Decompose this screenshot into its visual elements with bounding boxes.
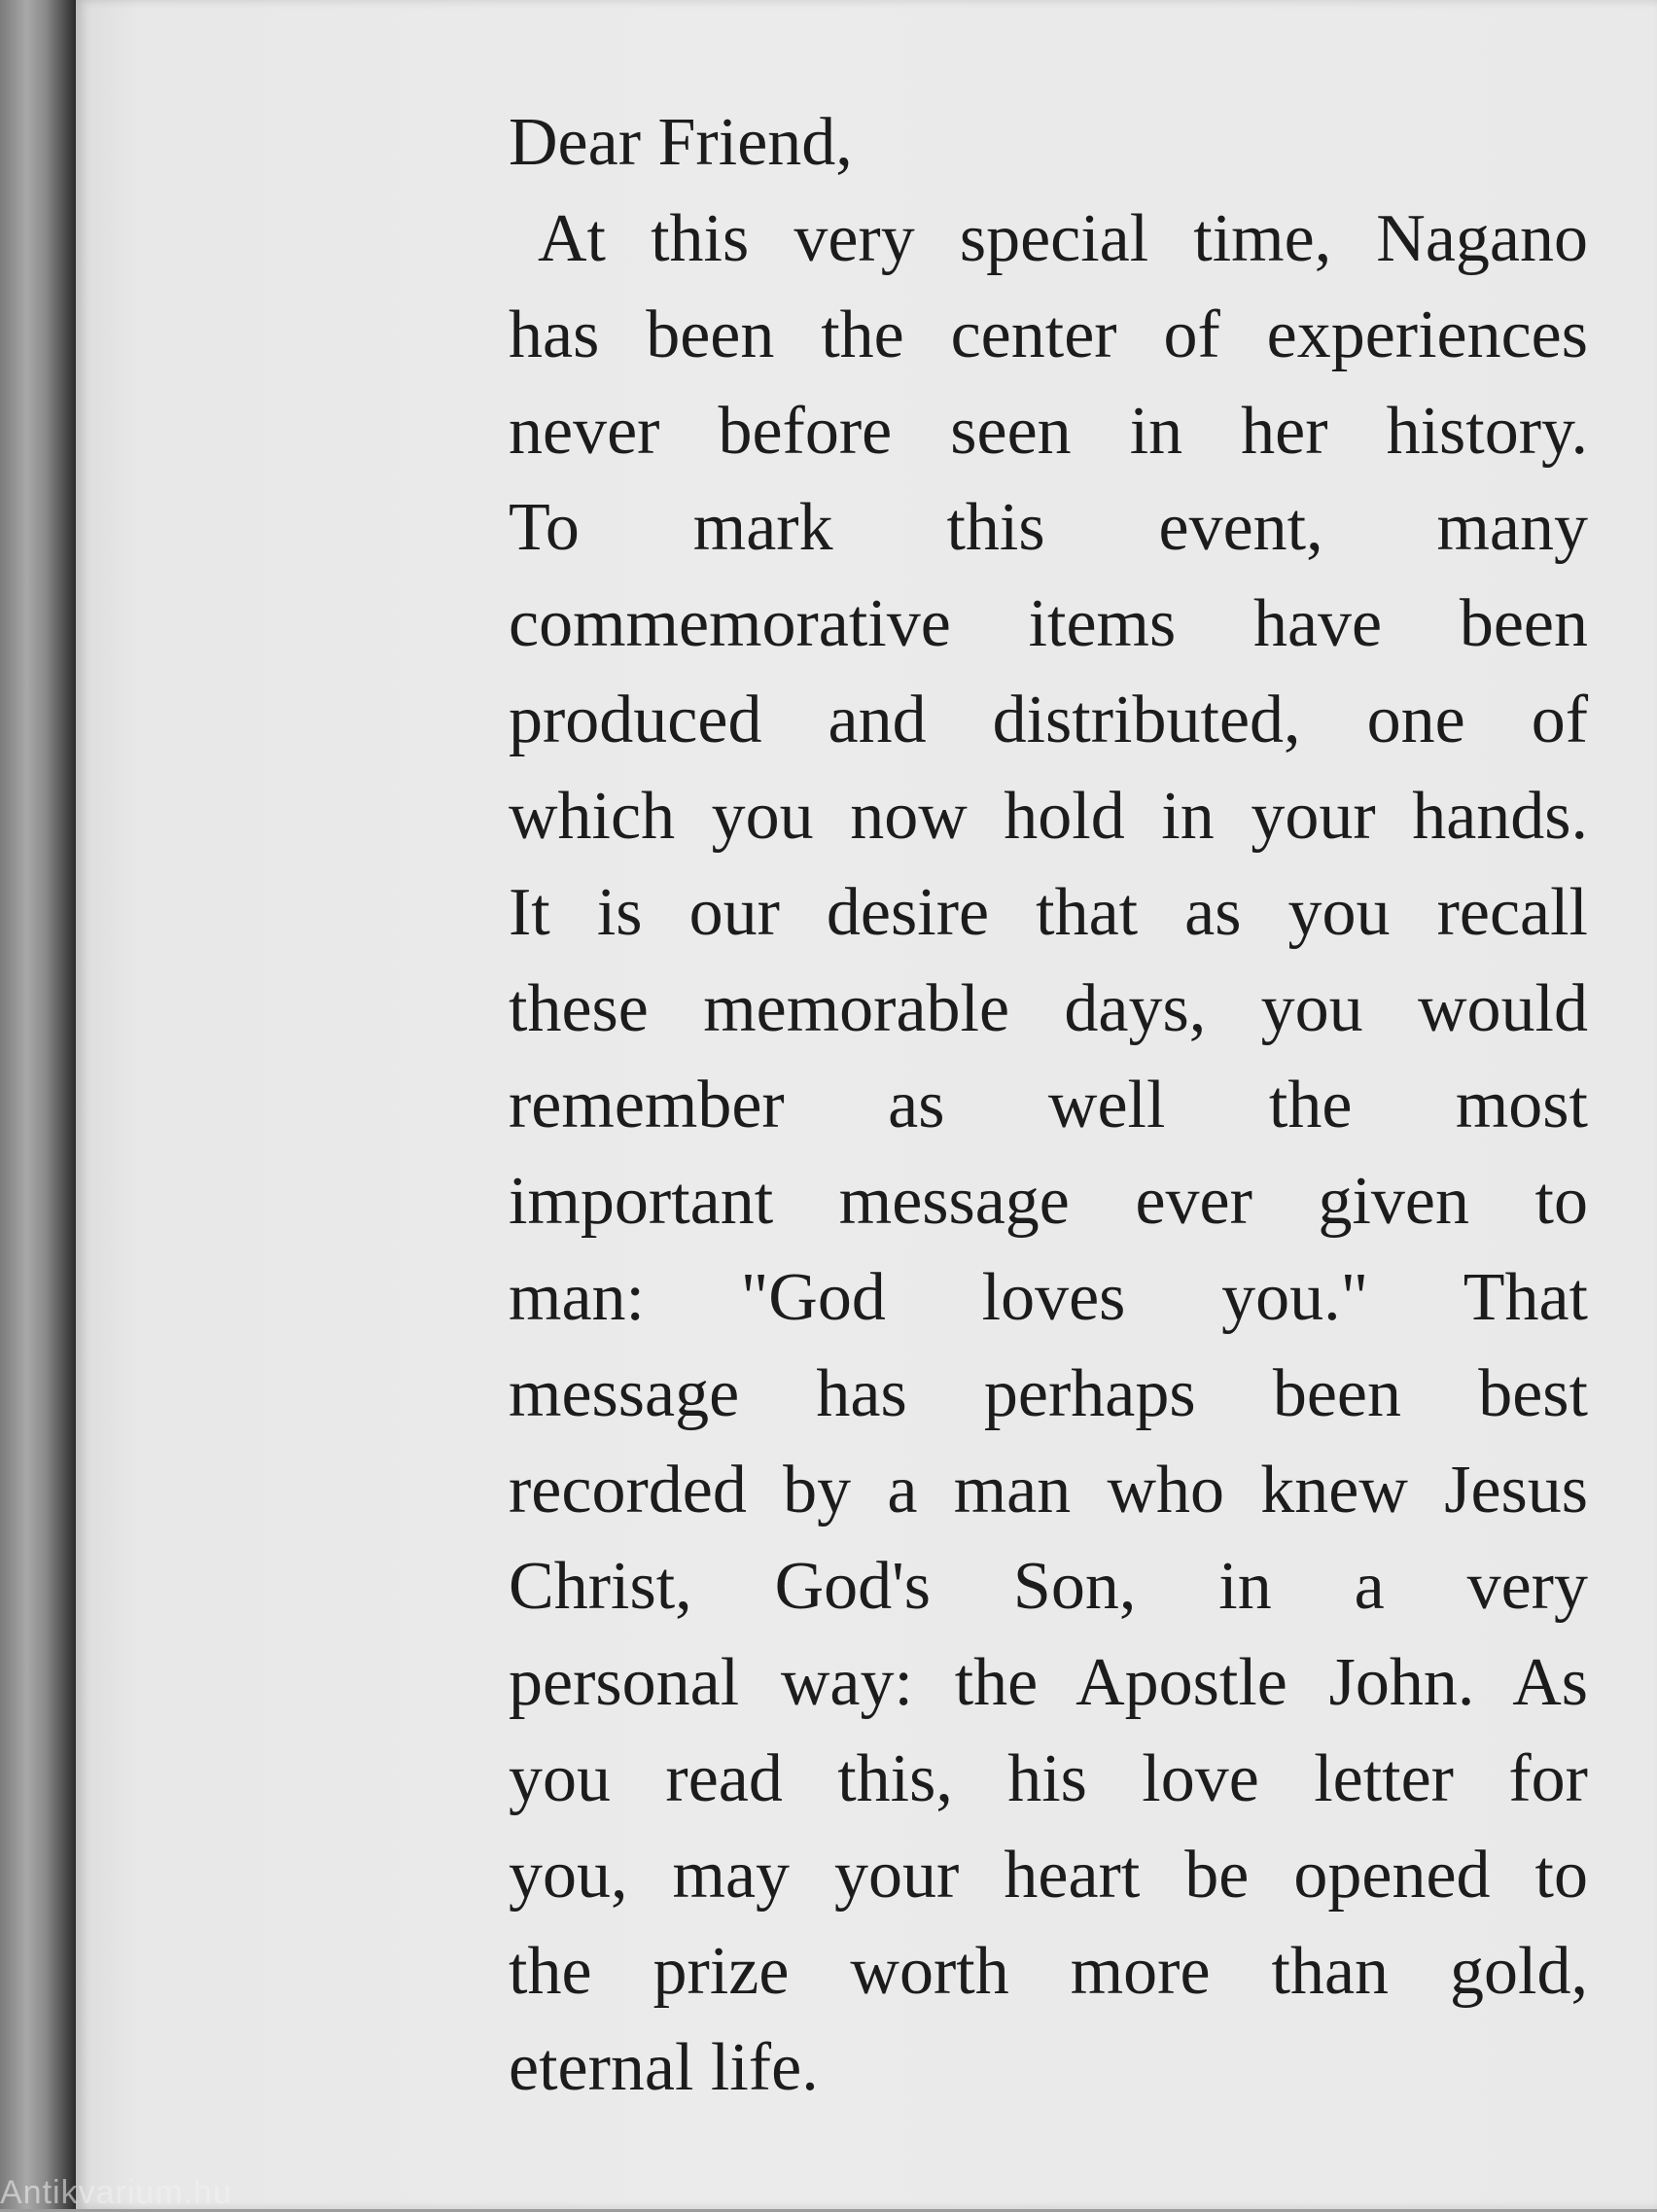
letter-line: remember as well the most xyxy=(509,1068,1588,1142)
book-binding-edge xyxy=(0,0,76,2209)
letter-line: message has perhaps been best xyxy=(509,1356,1588,1431)
letter-page xyxy=(76,0,1657,2209)
letter-line: man: "God loves you." That xyxy=(509,1260,1588,1335)
letter-line: commemorative items have been xyxy=(509,586,1588,661)
letter-line: important message ever given to xyxy=(509,1164,1588,1239)
letter-line: has been the center of experiences xyxy=(509,298,1588,372)
letter-line: At this very special time, Nagano xyxy=(538,201,1588,276)
letter-line: produced and distributed, one of xyxy=(509,683,1588,757)
letter-salutation: Dear Friend, xyxy=(509,105,853,180)
letter-line: you read this, his love letter for xyxy=(509,1741,1588,1816)
letter-line: It is our desire that as you recall xyxy=(509,875,1588,950)
letter-line: To mark this event, many xyxy=(509,490,1588,565)
letter-line: recorded by a man who knew Jesus xyxy=(509,1453,1588,1527)
letter-line: you, may your heart be opened to xyxy=(509,1838,1588,1913)
letter-line: never before seen in her history. xyxy=(509,394,1588,469)
letter-line: these memorable days, you would xyxy=(509,971,1588,1046)
letter-line: which you now hold in your hands. xyxy=(509,779,1588,854)
letter-line: the prize worth more than gold, xyxy=(509,1934,1588,2009)
letter-line: eternal life. xyxy=(509,2030,819,2105)
letter-line: Christ, God's Son, in a very xyxy=(509,1549,1588,1624)
letter-body xyxy=(509,95,1588,2116)
watermark: Antikvarium.hu xyxy=(0,2174,232,2211)
letter-line: personal way: the Apostle John. As xyxy=(509,1645,1588,1720)
